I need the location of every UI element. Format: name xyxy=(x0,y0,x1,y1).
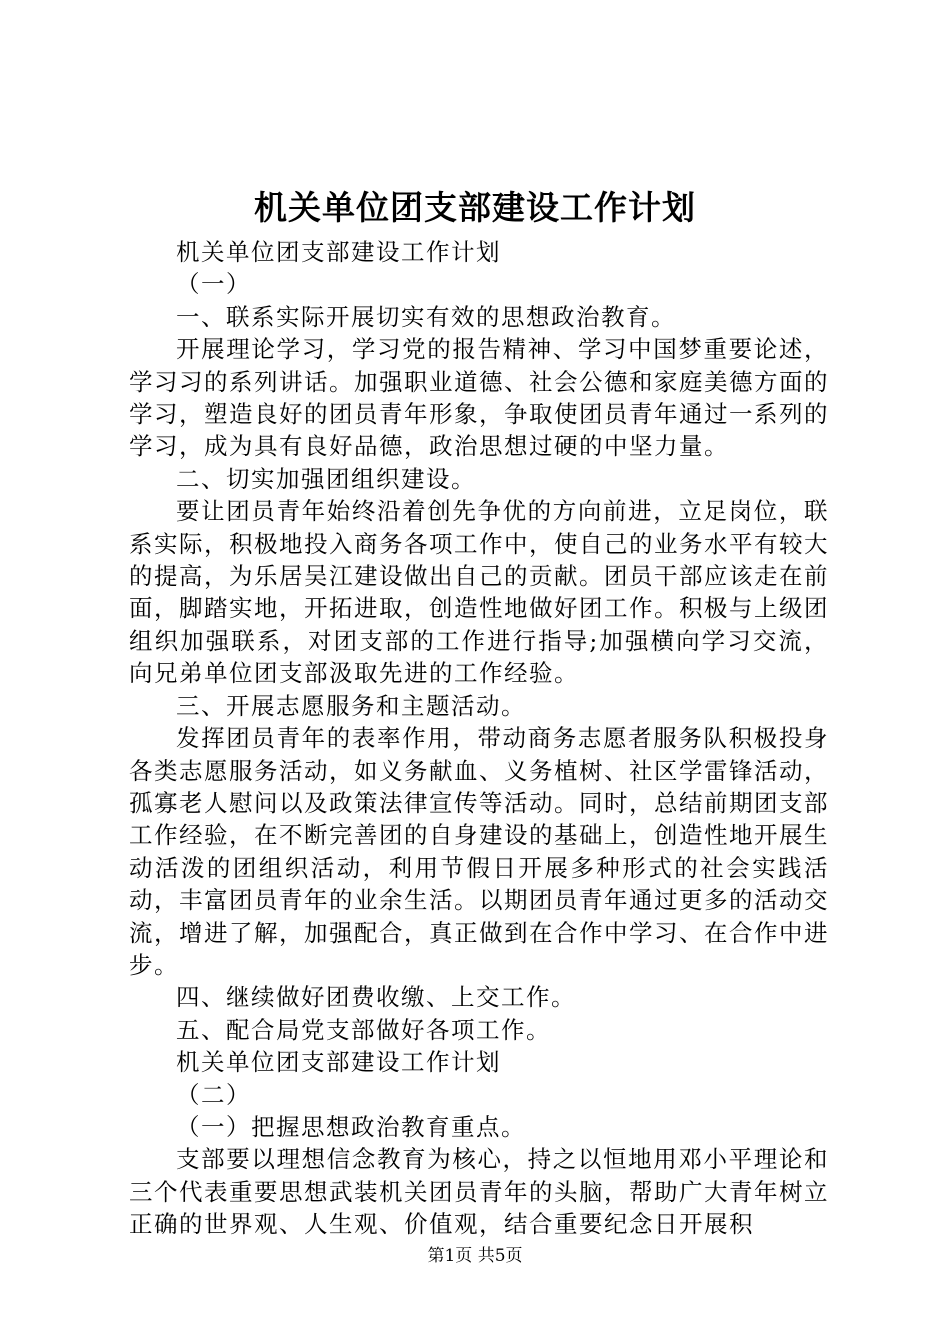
paragraph: 机关单位团支部建设工作计划 xyxy=(176,1048,501,1077)
section-heading: 五、配合局党支部做好各项工作。 xyxy=(176,1015,551,1044)
paragraph: 发挥团员青年的表率作用，带动商务志愿者服务队积极投身各类志愿服务活动，如义务献血、义务植树、社区学雷锋活动，孤寡老人慰问以及政策法律宣传等活动。同时，总结前期团支部工作经验，在不断完善团的自身建设的基础上，创造性地开展生动活泼的团组织活动，利用节假日开展多种形式的社会实践活动，丰富团员青年的业余生活。以期团员青年通过更多的活动交流，增进了解，加强配合，真正做到在合作中学习、在合作中进步。 xyxy=(129,724,829,979)
page-footer: 第1页 共5页 xyxy=(427,1246,523,1266)
paragraph: （一） xyxy=(176,270,251,299)
section-heading: 二、切实加强团组织建设。 xyxy=(176,464,476,493)
document-body xyxy=(129,236,829,1241)
document-title: 机关单位团支部建设工作计划 xyxy=(254,188,696,227)
section-heading: （一）把握思想政治教育重点。 xyxy=(176,1112,526,1141)
paragraph: （二） xyxy=(176,1080,251,1109)
paragraph: 要让团员青年始终沿着创先争优的方向前进，立足岗位，联系实际，积极地投入商务各项工作中，使自己的业务水平有较大的提高，为乐居吴江建设做出自己的贡献。团员干部应该走在前面，脚踏实地，开拓进取，创造性地做好团工作。积极与上级团组织加强联系，对团支部的工作进行指导;加强横向学习交流，向兄弟单位团支部汲取先进的工作经验。 xyxy=(129,497,829,688)
section-heading: 一、联系实际开展切实有效的思想政治教育。 xyxy=(176,302,676,331)
paragraph: 开展理论学习，学习党的报告精神、学习中国梦重要论述，学习习的系列讲话。加强职业道德、社会公德和家庭美德方面的学习，塑造良好的团员青年形象，争取使团员青年通过一系列的学习，成为具有良好品德，政治思想过硬的中坚力量。 xyxy=(129,335,829,461)
section-heading: 四、继续做好团费收缴、上交工作。 xyxy=(176,983,576,1012)
paragraph: 机关单位团支部建设工作计划 xyxy=(176,238,501,266)
section-heading: 三、开展志愿服务和主题活动。 xyxy=(176,691,526,720)
paragraph: 支部要以理想信念教育为核心，持之以恒地用邓小平理论和三个代表重要思想武装机关团员青年的头脑，帮助广大青年树立正确的世界观、人生观、价值观，结合重要纪念日开展积 xyxy=(129,1145,829,1239)
